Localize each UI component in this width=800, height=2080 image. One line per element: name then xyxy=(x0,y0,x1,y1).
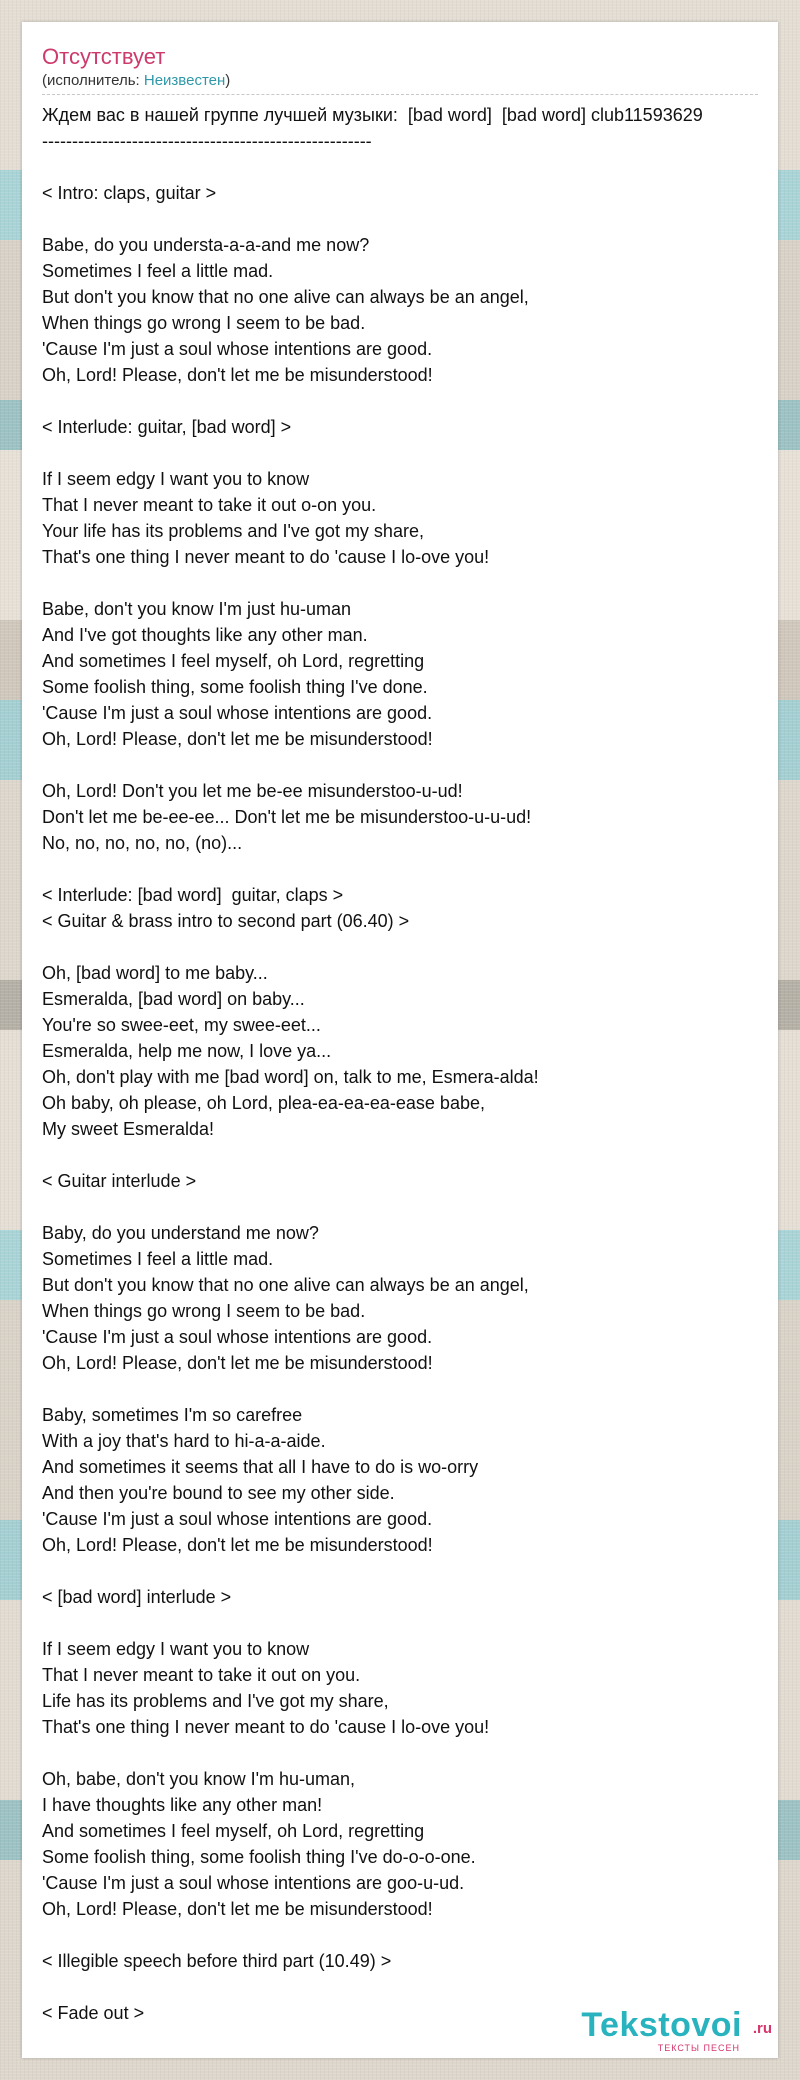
lyrics-line: Oh, Lord! Please, don't let me be misunderstood! xyxy=(42,365,433,385)
lyrics-line: Don't let me be-ee-ee... Don't let me be misunderstoo-u-u-ud! xyxy=(42,807,532,827)
lyrics-blank-line xyxy=(42,1558,778,1584)
lyrics-line: If I seem edgy I want you to know xyxy=(42,1639,310,1659)
lyrics-line: And sometimes I feel myself, oh Lord, regretting xyxy=(42,651,425,671)
lyrics-text xyxy=(42,102,778,2026)
lyrics-blank-line xyxy=(42,1610,778,1636)
lyrics-line: Ждем вас в нашей группе лучшей музыки: [bad word] [bad word] club11593629 xyxy=(42,105,703,125)
lyrics-blank-line xyxy=(42,1740,778,1766)
lyrics-line: < Intro: claps, guitar > xyxy=(42,183,217,203)
lyrics-line: 'Cause I'm just a soul whose intentions are good. xyxy=(42,703,433,723)
lyrics-blank-line xyxy=(42,1142,778,1168)
lyrics-line: 'Cause I'm just a soul whose intentions are good. xyxy=(42,1327,433,1347)
lyrics-blank-line xyxy=(42,154,778,180)
lyrics-line: < Interlude: guitar, [bad word] > xyxy=(42,417,292,437)
lyrics-blank-line xyxy=(42,934,778,960)
lyrics-line: Oh, Lord! Don't you let me be-ee misunderstoo-u-ud! xyxy=(42,781,463,801)
lyrics-line: Esmeralda, [bad word] on baby... xyxy=(42,989,305,1009)
lyrics-line: Some foolish thing, some foolish thing I've done. xyxy=(42,677,428,697)
artist-suffix: ) xyxy=(225,72,231,89)
lyrics-line: Oh baby, oh please, oh Lord, plea-ea-ea-ea-ease babe, xyxy=(42,1093,485,1113)
artist-link[interactable]: Неизвестен xyxy=(143,72,226,89)
lyrics-line: And sometimes it seems that all I have to do is wo-orry xyxy=(42,1457,479,1477)
lyrics-line: When things go wrong I seem to be bad. xyxy=(42,1301,366,1321)
lyrics-blank-line xyxy=(42,856,778,882)
lyrics-line: And I've got thoughts like any other man. xyxy=(42,625,368,645)
lyrics-line: 'Cause I'm just a soul whose intentions are good. xyxy=(42,1509,433,1529)
lyrics-line: My sweet Esmeralda! xyxy=(42,1119,215,1139)
lyrics-blank-line xyxy=(42,1922,778,1948)
lyrics-blank-line xyxy=(42,1376,778,1402)
lyrics-blank-line xyxy=(42,440,778,466)
lyrics-line: < Fade out > xyxy=(42,2003,145,2023)
logo-tld: .ru xyxy=(752,2020,772,2037)
lyrics-line: 'Cause I'm just a soul whose intentions are goo-u-ud. xyxy=(42,1873,465,1893)
lyrics-line: Baby, sometimes I'm so carefree xyxy=(42,1405,303,1425)
logo-tagline: ТЕКСТЫ ПЕСЕН xyxy=(657,2043,740,2053)
artist-line xyxy=(42,72,230,90)
lyrics-line: ------------------------------------------------------- xyxy=(42,131,372,151)
lyrics-line: Oh, Lord! Please, don't let me be misunderstood! xyxy=(42,1899,433,1919)
site-logo[interactable] xyxy=(562,2006,772,2054)
lyrics-blank-line xyxy=(42,1194,778,1220)
lyrics-line: Oh, don't play with me [bad word] on, talk to me, Esmera-alda! xyxy=(42,1067,539,1087)
lyrics-line: Oh, [bad word] to me baby... xyxy=(42,963,268,983)
lyrics-line: < [bad word] interlude > xyxy=(42,1587,232,1607)
lyrics-line: Life has its problems and I've got my share, xyxy=(42,1691,389,1711)
lyrics-card xyxy=(22,22,778,2058)
logo-name: Tekstovoi xyxy=(581,2006,742,2044)
lyrics-line: 'Cause I'm just a soul whose intentions are good. xyxy=(42,339,433,359)
lyrics-line: Your life has its problems and I've got my share, xyxy=(42,521,424,541)
lyrics-line: But don't you know that no one alive can always be an angel, xyxy=(42,1275,529,1295)
lyrics-line: That I never meant to take it out o-on you. xyxy=(42,495,377,515)
lyrics-blank-line xyxy=(42,752,778,778)
lyrics-line: Oh, Lord! Please, don't let me be misunderstood! xyxy=(42,729,433,749)
lyrics-line: But don't you know that no one alive can always be an angel, xyxy=(42,287,529,307)
lyrics-line: Sometimes I feel a little mad. xyxy=(42,261,274,281)
lyrics-blank-line xyxy=(42,388,778,414)
song-title: Отсутствует xyxy=(42,44,166,69)
lyrics-line: That's one thing I never meant to do 'cause I lo-ove you! xyxy=(42,547,490,567)
lyrics-line: No, no, no, no, no, (no)... xyxy=(42,833,243,853)
lyrics-line: Esmeralda, help me now, I love ya... xyxy=(42,1041,332,1061)
lyrics-line: You're so swee-eet, my swee-eet... xyxy=(42,1015,321,1035)
lyrics-line: < Illegible speech before third part (10.49) > xyxy=(42,1951,392,1971)
lyrics-blank-line xyxy=(42,206,778,232)
lyrics-line: And then you're bound to see my other side. xyxy=(42,1483,395,1503)
lyrics-line: That I never meant to take it out on you. xyxy=(42,1665,361,1685)
lyrics-line: Babe, do you understa-a-a-and me now? xyxy=(42,235,370,255)
artist-prefix: (исполнитель: xyxy=(42,72,144,89)
lyrics-line: Some foolish thing, some foolish thing I've do-o-o-one. xyxy=(42,1847,476,1867)
lyrics-line: With a joy that's hard to hi-a-a-aide. xyxy=(42,1431,326,1451)
lyrics-line: I have thoughts like any other man! xyxy=(42,1795,323,1815)
lyrics-line: Oh, babe, don't you know I'm hu-uman, xyxy=(42,1769,356,1789)
lyrics-line: If I seem edgy I want you to know xyxy=(42,469,310,489)
lyrics-line: Oh, Lord! Please, don't let me be misunderstood! xyxy=(42,1353,433,1373)
lyrics-line: When things go wrong I seem to be bad. xyxy=(42,313,366,333)
lyrics-line: Babe, don't you know I'm just hu-uman xyxy=(42,599,352,619)
lyrics-line: < Guitar interlude > xyxy=(42,1171,197,1191)
lyrics-blank-line xyxy=(42,570,778,596)
lyrics-line: < Interlude: [bad word] guitar, claps > xyxy=(42,885,344,905)
lyrics-line: Oh, Lord! Please, don't let me be misunderstood! xyxy=(42,1535,433,1555)
lyrics-line: And sometimes I feel myself, oh Lord, regretting xyxy=(42,1821,425,1841)
lyrics-line: Sometimes I feel a little mad. xyxy=(42,1249,274,1269)
lyrics-blank-line xyxy=(42,1974,778,2000)
lyrics-line: That's one thing I never meant to do 'cause I lo-ove you! xyxy=(42,1717,490,1737)
lyrics-line: Baby, do you understand me now? xyxy=(42,1223,319,1243)
lyrics-line: < Guitar & brass intro to second part (06.40) > xyxy=(42,911,410,931)
header-divider xyxy=(42,94,758,95)
